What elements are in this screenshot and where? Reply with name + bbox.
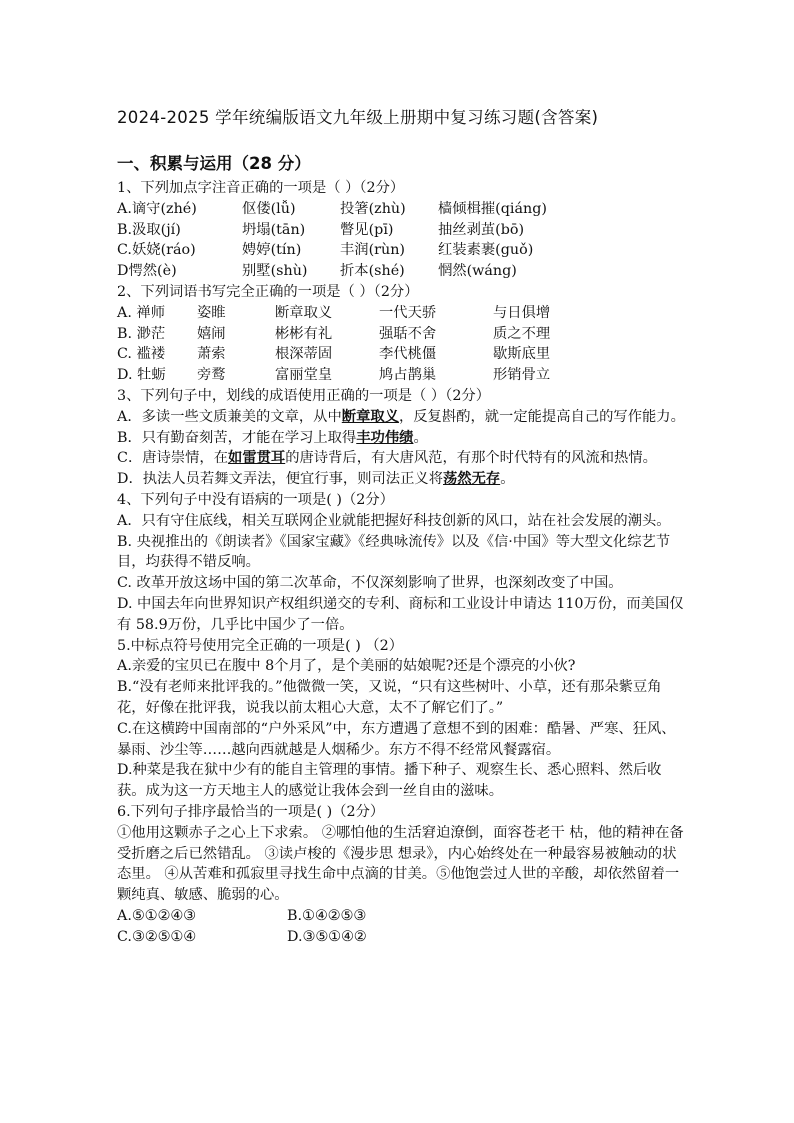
underlined-idiom: 丰功伟绩 <box>356 429 414 446</box>
underlined-idiom: 断章取义 <box>341 408 399 425</box>
option-word: 丰润(rùn) <box>340 242 405 259</box>
option-text: 的唐诗背后，有大唐风范，有那个时代特有的风流和热情。 <box>285 450 657 467</box>
question-6-sentences: ①他用这颗赤子之心上下求索。 ②哪怕他的生活窘迫潦倒，面容苍老干 枯，他的精神在备受折磨之后已然错乱。 ③读卢梭的《漫步思 想录》，内心始终处在一种最容易被触动的状态里。 ④从苦难和孤寂里寻找生命中点滴的甘美。⑤他饱尝过人世的辛酸，却依然留着一颗纯真、敏感、脆弱的心。 <box>117 824 684 904</box>
option-word: 歇斯底里 <box>493 346 551 363</box>
option-word: C. 褴褛 <box>117 346 166 363</box>
question-5-option-a: A.亲爱的宝贝已在腹中 8个月了，是个美丽的姑娘呢?还是个漂亮的小伙? <box>117 658 576 675</box>
question-2-stem: 2、下列词语书写完全正确的一项是（ ）（2分） <box>117 283 419 300</box>
question-3-stem: 3、下列句子中，划线的成语使用正确的一项是（ ）（2分） <box>117 387 491 404</box>
question-2-option-b <box>117 324 687 345</box>
option-word: 断章取义 <box>275 304 333 321</box>
underlined-idiom: 如雷贯耳 <box>228 450 286 467</box>
option-b: B.①④②⑤③ <box>287 907 367 924</box>
option-word: B. 渺茫 <box>117 325 166 342</box>
option-word: 鸠占鹊巢 <box>379 367 437 384</box>
question-6-stem: 6.下列句子排序最恰当的一项是( )（2分） <box>117 803 385 820</box>
option-word: 瞥见(pī) <box>340 221 394 238</box>
option-text: 。 <box>500 471 515 488</box>
question-5-option-d: D.种菜是我在狱中少有的能自主管理的事情。播下种子、观察生长、悉心照料、然后收获。成为这一方天地主人的感觉让我体会到一丝自由的滋味。 <box>117 762 662 800</box>
option-word: D. 牡蛎 <box>117 367 166 384</box>
question-list <box>117 178 687 947</box>
option-word: 姿睢 <box>197 304 226 321</box>
option-text: A．多读一些文质兼美的文章，从中 <box>117 408 342 425</box>
question-1-option-d <box>117 261 687 282</box>
option-word: 李代桃僵 <box>379 346 437 363</box>
option-word: 红装素裹(guǒ) <box>438 242 534 259</box>
question-1-option-c <box>117 240 687 261</box>
option-text: C．唐诗崇情，在 <box>117 450 229 467</box>
question-4-option-c: C. 改革开放这场中国的第二次革命，不仅深刻影响了世界，也深刻改变了中国。 <box>117 575 623 592</box>
option-word: B.汲取(jí) <box>117 221 181 238</box>
option-word: 富丽堂皇 <box>275 367 333 384</box>
option-word: 一代天骄 <box>379 304 437 321</box>
question-4-option-d: D. 中国去年向世界知识产权组织递交的专利、商标和工业设计申请达 110万份，而美国仅有 58.9万份，几乎比中国少了一倍。 <box>117 595 684 633</box>
document-title: 2024-2025 学年统编版语文九年级上册期中复习练习题(含答案) <box>117 108 599 127</box>
question-5-option-b: B.“没有老师来批评我的。”他微微一笑，又说，“只有这些树叶、小草，还有那朵紫豆角花，好像在批评我，说我以前太粗心大意，太不了解它们了。” <box>117 679 662 716</box>
option-word: A. 禅师 <box>117 304 166 321</box>
question-2-option-c <box>117 344 687 365</box>
option-word: A.谪守(zhé) <box>117 200 197 217</box>
question-4-stem: 4、下列句子中没有语病的一项是( )（2分） <box>117 491 394 508</box>
option-word: 嬉闹 <box>197 325 226 342</box>
option-d: D.③⑤①④② <box>287 928 367 945</box>
option-word: 形销骨立 <box>493 367 551 384</box>
question-4-option-a: A．只有守住底线，相关互联网企业就能把握好科技创新的风口，站在社会发展的潮头。 <box>117 512 671 529</box>
option-word: 娉婷(tín) <box>242 242 302 259</box>
question-5-stem: 5.中标点符号使用完全正确的一项是( ) （2） <box>117 637 404 654</box>
option-word: 质之不理 <box>493 325 551 342</box>
option-word: C.妖娆(ráo) <box>117 242 196 259</box>
option-text: D．执法人员若舞文弄法，便宜行事，则司法正义将 <box>117 471 443 488</box>
option-word: 强聒不舍 <box>379 325 437 342</box>
option-text: B．只有勤奋刻苦，才能在学习上取得 <box>117 429 357 446</box>
option-word: 与日俱增 <box>493 304 551 321</box>
question-1-option-b <box>117 220 687 241</box>
option-word: 樯倾楫摧(qiáng) <box>438 200 547 217</box>
section-heading: 一、积累与运用（28 分） <box>117 154 311 173</box>
option-word: 根深蒂固 <box>275 346 333 363</box>
option-word: 坍塌(tān) <box>242 221 306 238</box>
option-word: 萧索 <box>197 346 226 363</box>
option-word: 旁鹜 <box>197 367 226 384</box>
option-word: 投箸(zhù) <box>340 200 406 217</box>
option-text: 。 <box>413 429 428 446</box>
question-6-options-cd <box>117 927 687 948</box>
question-3-option-d <box>117 469 687 490</box>
option-text: ，反复斟酌，就一定能提高自己的写作能力。 <box>398 408 685 425</box>
option-word: 伛偻(lǚ) <box>242 200 296 217</box>
question-1-stem: 1、下列加点字注音正确的一项是（ ）（2分） <box>117 180 405 196</box>
question-3-option-a <box>117 407 687 428</box>
option-word: 惘然(wáng) <box>438 263 517 280</box>
option-word: 别墅(shù) <box>242 263 308 280</box>
option-word: 抽丝剥茧(bō) <box>438 221 525 238</box>
option-word: 彬彬有礼 <box>275 325 333 342</box>
question-2-option-a <box>117 303 687 324</box>
question-3-option-c <box>117 448 687 469</box>
option-c: C.③②⑤①④ <box>117 928 197 945</box>
question-3-option-b <box>117 428 687 449</box>
question-1-option-a <box>117 199 687 220</box>
option-word: 折本(shé) <box>340 263 405 280</box>
option-a: A.⑤①②④③ <box>117 907 196 924</box>
question-2-option-d <box>117 365 687 386</box>
question-4-option-b: B. 央视推出的《朗读者》《国家宝藏》《经典咏流传》以及《信·中国》等大型文化综艺节目，均获得不错反响。 <box>117 533 671 571</box>
option-word: D愕然(è) <box>117 263 177 280</box>
underlined-idiom: 荡然无存 <box>443 471 501 488</box>
question-6-options-ab <box>117 906 687 927</box>
question-5-option-c: C.在这横跨中国南部的“户外采风”中，东方遭遇了意想不到的困难：酷暑、严寒、狂风、暴雨、沙尘等……越向西就越是人烟稀少。东方不得不经常风餐露宿。 <box>117 720 676 758</box>
